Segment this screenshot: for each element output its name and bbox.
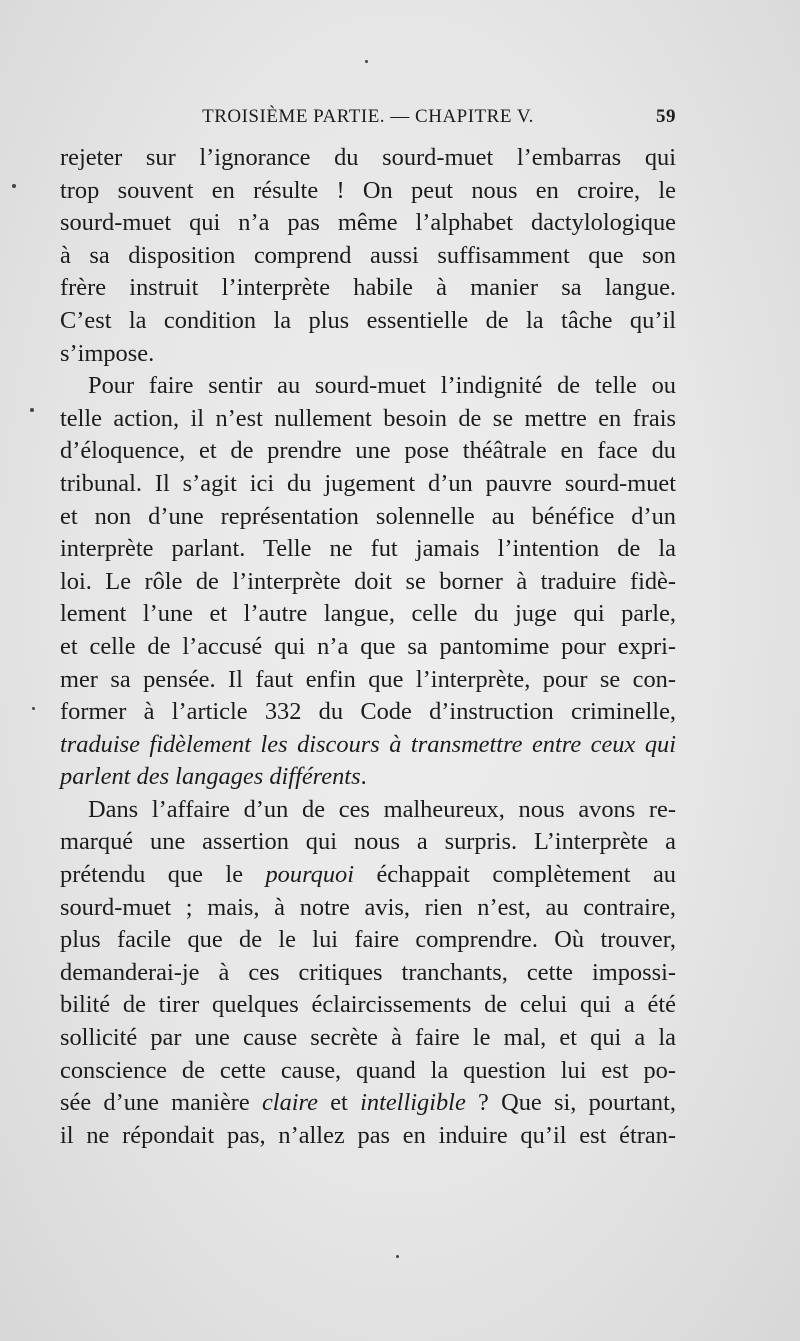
text-segment: échappait complètement au <box>354 861 676 889</box>
text-line <box>60 859 676 892</box>
text-line <box>60 826 676 859</box>
text-line <box>60 761 676 794</box>
text-line <box>60 468 676 501</box>
text-line <box>60 566 676 599</box>
text-segment: bilité de tirer quelques éclaircissements de celui qui a été <box>60 991 676 1019</box>
text-segment: prétendu que le <box>60 861 266 889</box>
text-line <box>60 501 676 534</box>
text-segment: sée d’une manière <box>60 1089 262 1117</box>
italic-segment: intelligible <box>360 1089 466 1117</box>
print-speck <box>32 707 35 710</box>
text-segment: conscience de cette cause, quand la question lui est po- <box>60 1056 676 1084</box>
text-segment: mer sa pensée. Il faut enfin que l’interprète, pour se con- <box>60 665 676 693</box>
italic-segment: traduise fidèlement les discours à transmettre entre ceux qui <box>60 730 676 758</box>
text-segment: il ne répondait pas, n’allez pas en induire qu’il est étran- <box>60 1121 676 1149</box>
text-segment: C’est la condition la plus essentielle de la tâche qu’il <box>60 306 676 334</box>
text-line <box>60 1087 676 1120</box>
text-line <box>60 207 676 240</box>
text-segment: à sa disposition comprend aussi suffisamment que son <box>60 241 676 269</box>
text-line <box>60 403 676 436</box>
text-segment: frère instruit l’interprète habile à manier sa langue. <box>60 274 676 302</box>
text-line <box>60 664 676 697</box>
chapter-heading: TROISIÈME PARTIE. — CHAPITRE V. <box>202 106 534 127</box>
text-line <box>60 338 676 371</box>
italic-segment: claire <box>261 1089 318 1117</box>
text-line <box>60 957 676 990</box>
text-segment: plus facile que de le lui faire comprendre. Où trouver, <box>60 926 676 954</box>
text-line <box>60 729 676 762</box>
text-segment: sourd-muet qui n’a pas même l’alphabet dactylologique <box>60 209 676 237</box>
text-segment: lement l’une et l’autre langue, celle du juge qui parle, <box>60 600 676 628</box>
text-segment: et celle de l’accusé qui n’a que sa pantomime pour expri- <box>60 632 676 660</box>
text-line <box>60 1022 676 1055</box>
text-line <box>60 924 676 957</box>
text-line <box>60 696 676 729</box>
text-segment: trop souvent en résulte ! On peut nous en croire, le <box>60 176 676 204</box>
text-segment: et <box>317 1089 361 1117</box>
text-line <box>60 305 676 338</box>
text-line <box>60 142 676 175</box>
print-speck <box>12 184 16 188</box>
page-number: 59 <box>656 106 676 127</box>
text-line <box>60 272 676 305</box>
text-segment: Dans l’affaire d’un de ces malheureux, nous avons re- <box>88 795 676 823</box>
text-line <box>60 1120 676 1153</box>
text-line <box>60 370 676 403</box>
text-segment: et non d’une représentation solennelle au bénéfice d’un <box>60 502 676 530</box>
text-segment: Pour faire sentir au sourd-muet l’indignité de telle ou <box>88 372 676 400</box>
print-speck <box>365 60 368 63</box>
text-line <box>60 794 676 827</box>
text-line <box>60 631 676 664</box>
print-speck <box>396 1255 399 1258</box>
running-head <box>60 106 676 136</box>
text-segment: interprète parlant. Telle ne fut jamais l’intention de la <box>60 535 676 563</box>
text-segment: demanderai-je à ces critiques tranchants, cette impossi- <box>60 958 676 986</box>
text-line <box>60 989 676 1022</box>
text-line <box>60 240 676 273</box>
text-segment: rejeter sur l’ignorance du sourd-muet l’embarras qui <box>60 144 676 171</box>
text-line <box>60 598 676 631</box>
text-segment: loi. Le rôle de l’interprète doit se borner à traduire fidè- <box>60 567 676 595</box>
text-line <box>60 1055 676 1088</box>
text-line <box>60 435 676 468</box>
text-segment: former à l’article 332 du Code d’instruction criminelle, <box>60 698 676 726</box>
print-speck <box>30 408 34 412</box>
body-text <box>60 142 676 1152</box>
text-segment: ? Que si, pourtant, <box>465 1089 676 1117</box>
text-line <box>60 892 676 925</box>
text-segment: d’éloquence, et de prendre une pose théâtrale en face du <box>60 437 676 465</box>
text-segment: tribunal. Il s’agit ici du jugement d’un pauvre sourd-muet <box>60 469 676 497</box>
text-line <box>60 175 676 208</box>
text-line <box>60 533 676 566</box>
text-segment: telle action, il n’est nullement besoin de se mettre en frais <box>60 404 676 432</box>
text-segment: sourd-muet ; mais, à notre avis, rien n’est, au contraire, <box>60 893 676 921</box>
text-segment: s’impose. <box>60 339 155 367</box>
text-segment: . <box>360 763 367 791</box>
italic-segment: parlent des langages différents <box>60 763 361 791</box>
text-segment: marqué une assertion qui nous a surpris. L’interprète a <box>60 828 676 856</box>
text-segment: sollicité par une cause secrète à faire le mal, et qui a la <box>60 1024 676 1052</box>
italic-segment: pourquoi <box>265 861 355 889</box>
